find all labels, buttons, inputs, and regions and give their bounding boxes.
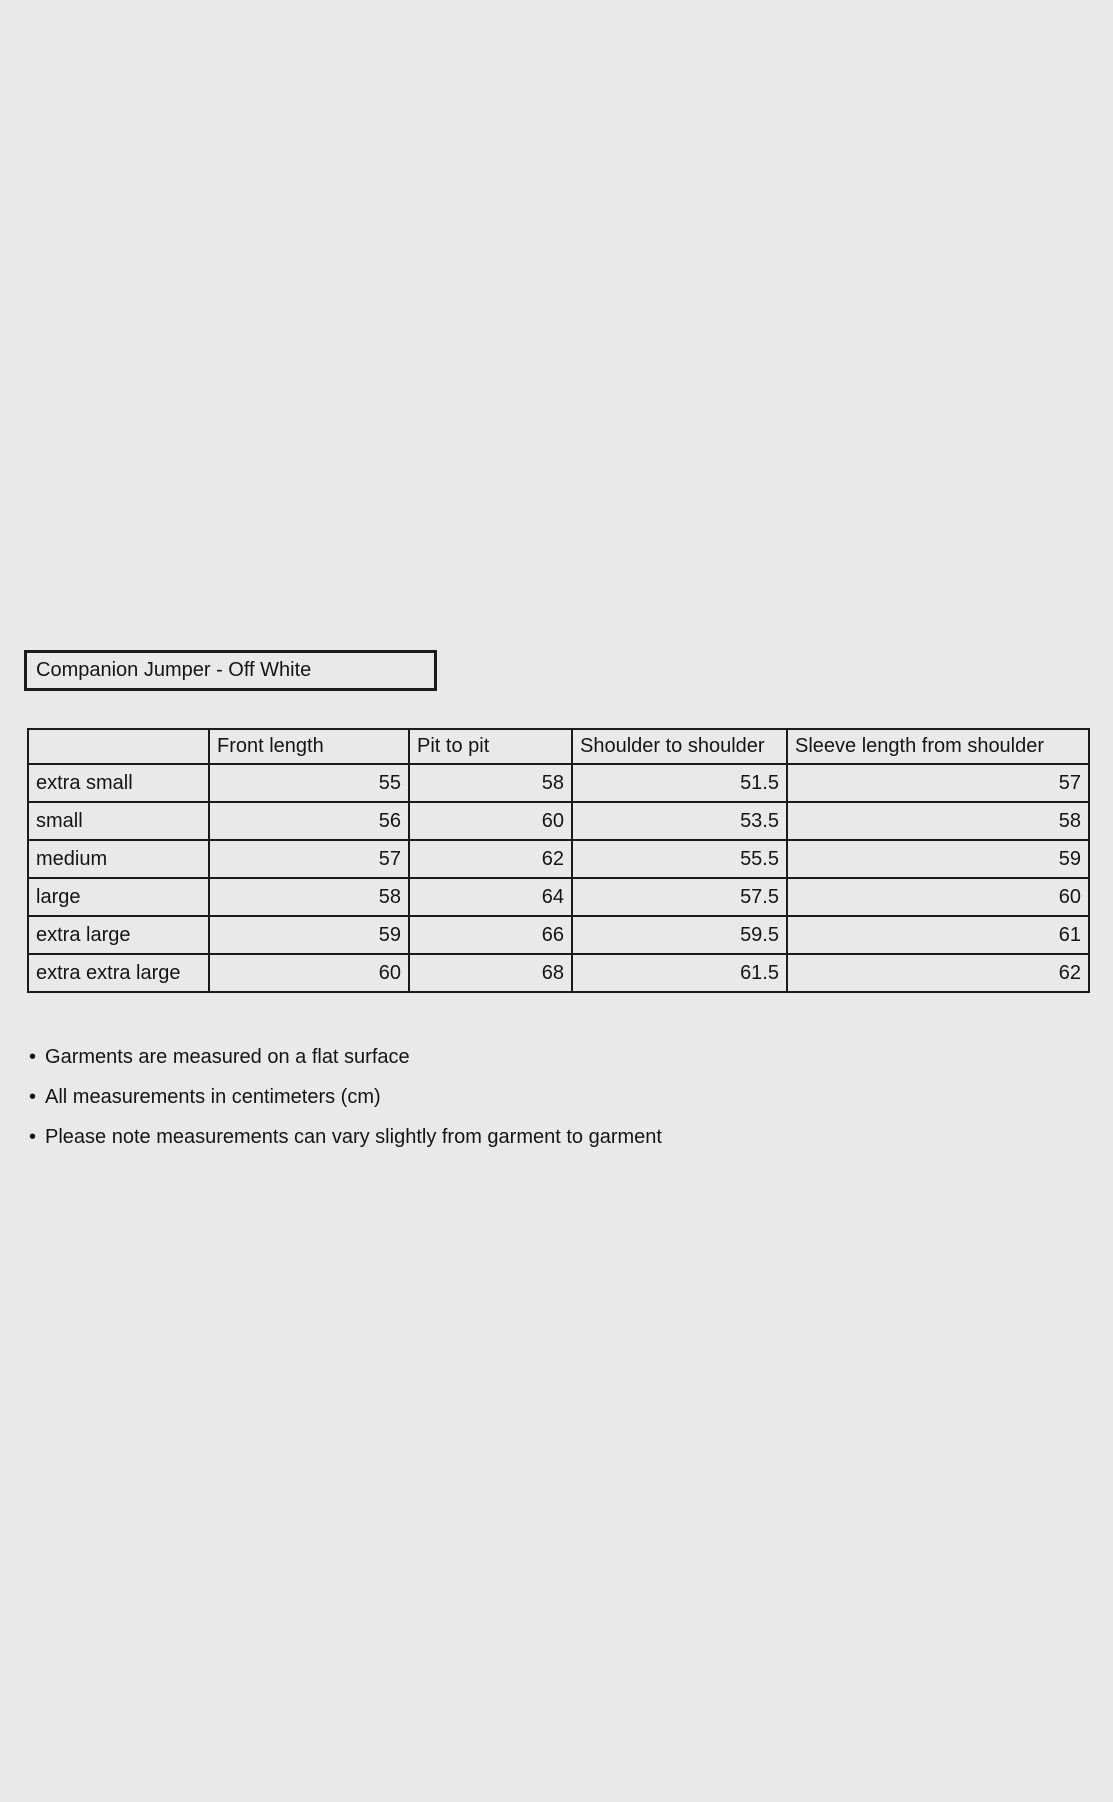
table-row-extra-small (28, 764, 1089, 802)
product-title: Companion Jumper - Off White (36, 659, 312, 681)
sleeve-length-cell: 57 (787, 764, 1089, 802)
sleeve-length-cell: 59 (787, 840, 1089, 878)
note-text: Garments are measured on a flat surface (45, 1046, 410, 1068)
sleeve-length-cell: 62 (787, 954, 1089, 992)
header-cell-sleeve-length: Sleeve length from shoulder (787, 729, 1089, 764)
size-label-cell: extra small (28, 764, 209, 802)
table-row-small (28, 802, 1089, 840)
size-label-cell: large (28, 878, 209, 916)
measurement-notes (29, 1046, 662, 1166)
front-length-cell: 60 (209, 954, 409, 992)
size-label-cell: extra large (28, 916, 209, 954)
bullet-glyph: • (29, 1126, 37, 1148)
size-label-cell: extra extra large (28, 954, 209, 992)
note-line (29, 1086, 662, 1109)
size-label-cell: medium (28, 840, 209, 878)
header-cell-shoulder-to-shoulder: Shoulder to shoulder (572, 729, 787, 764)
shoulder-to-shoulder-cell: 51.5 (572, 764, 787, 802)
shoulder-to-shoulder-cell: 59.5 (572, 916, 787, 954)
header-cell-pit-to-pit: Pit to pit (409, 729, 572, 764)
header-cell-front-length: Front length (209, 729, 409, 764)
product-title-box (24, 650, 437, 691)
note-line (29, 1046, 662, 1069)
sleeve-length-cell: 58 (787, 802, 1089, 840)
bullet-glyph: • (29, 1046, 37, 1068)
shoulder-to-shoulder-cell: 53.5 (572, 802, 787, 840)
note-line (29, 1126, 662, 1149)
sleeve-length-cell: 61 (787, 916, 1089, 954)
front-length-cell: 56 (209, 802, 409, 840)
table-row-large (28, 878, 1089, 916)
bullet-glyph: • (29, 1086, 37, 1108)
table-row-extra-extra-large (28, 954, 1089, 992)
pit-to-pit-cell: 62 (409, 840, 572, 878)
pit-to-pit-cell: 60 (409, 802, 572, 840)
front-length-cell: 59 (209, 916, 409, 954)
sleeve-length-cell: 60 (787, 878, 1089, 916)
shoulder-to-shoulder-cell: 57.5 (572, 878, 787, 916)
pit-to-pit-cell: 66 (409, 916, 572, 954)
pit-to-pit-cell: 58 (409, 764, 572, 802)
front-length-cell: 55 (209, 764, 409, 802)
note-text: All measurements in centimeters (cm) (45, 1086, 381, 1108)
header-cell-blank (28, 729, 209, 764)
front-length-cell: 58 (209, 878, 409, 916)
table-header-row (28, 729, 1089, 764)
size-label-cell: small (28, 802, 209, 840)
shoulder-to-shoulder-cell: 61.5 (572, 954, 787, 992)
pit-to-pit-cell: 64 (409, 878, 572, 916)
table-row-extra-large (28, 916, 1089, 954)
shoulder-to-shoulder-cell: 55.5 (572, 840, 787, 878)
pit-to-pit-cell: 68 (409, 954, 572, 992)
front-length-cell: 57 (209, 840, 409, 878)
note-text: Please note measurements can vary slightly from garment to garment (45, 1126, 662, 1148)
table-row-medium (28, 840, 1089, 878)
size-chart-table (27, 728, 1090, 993)
